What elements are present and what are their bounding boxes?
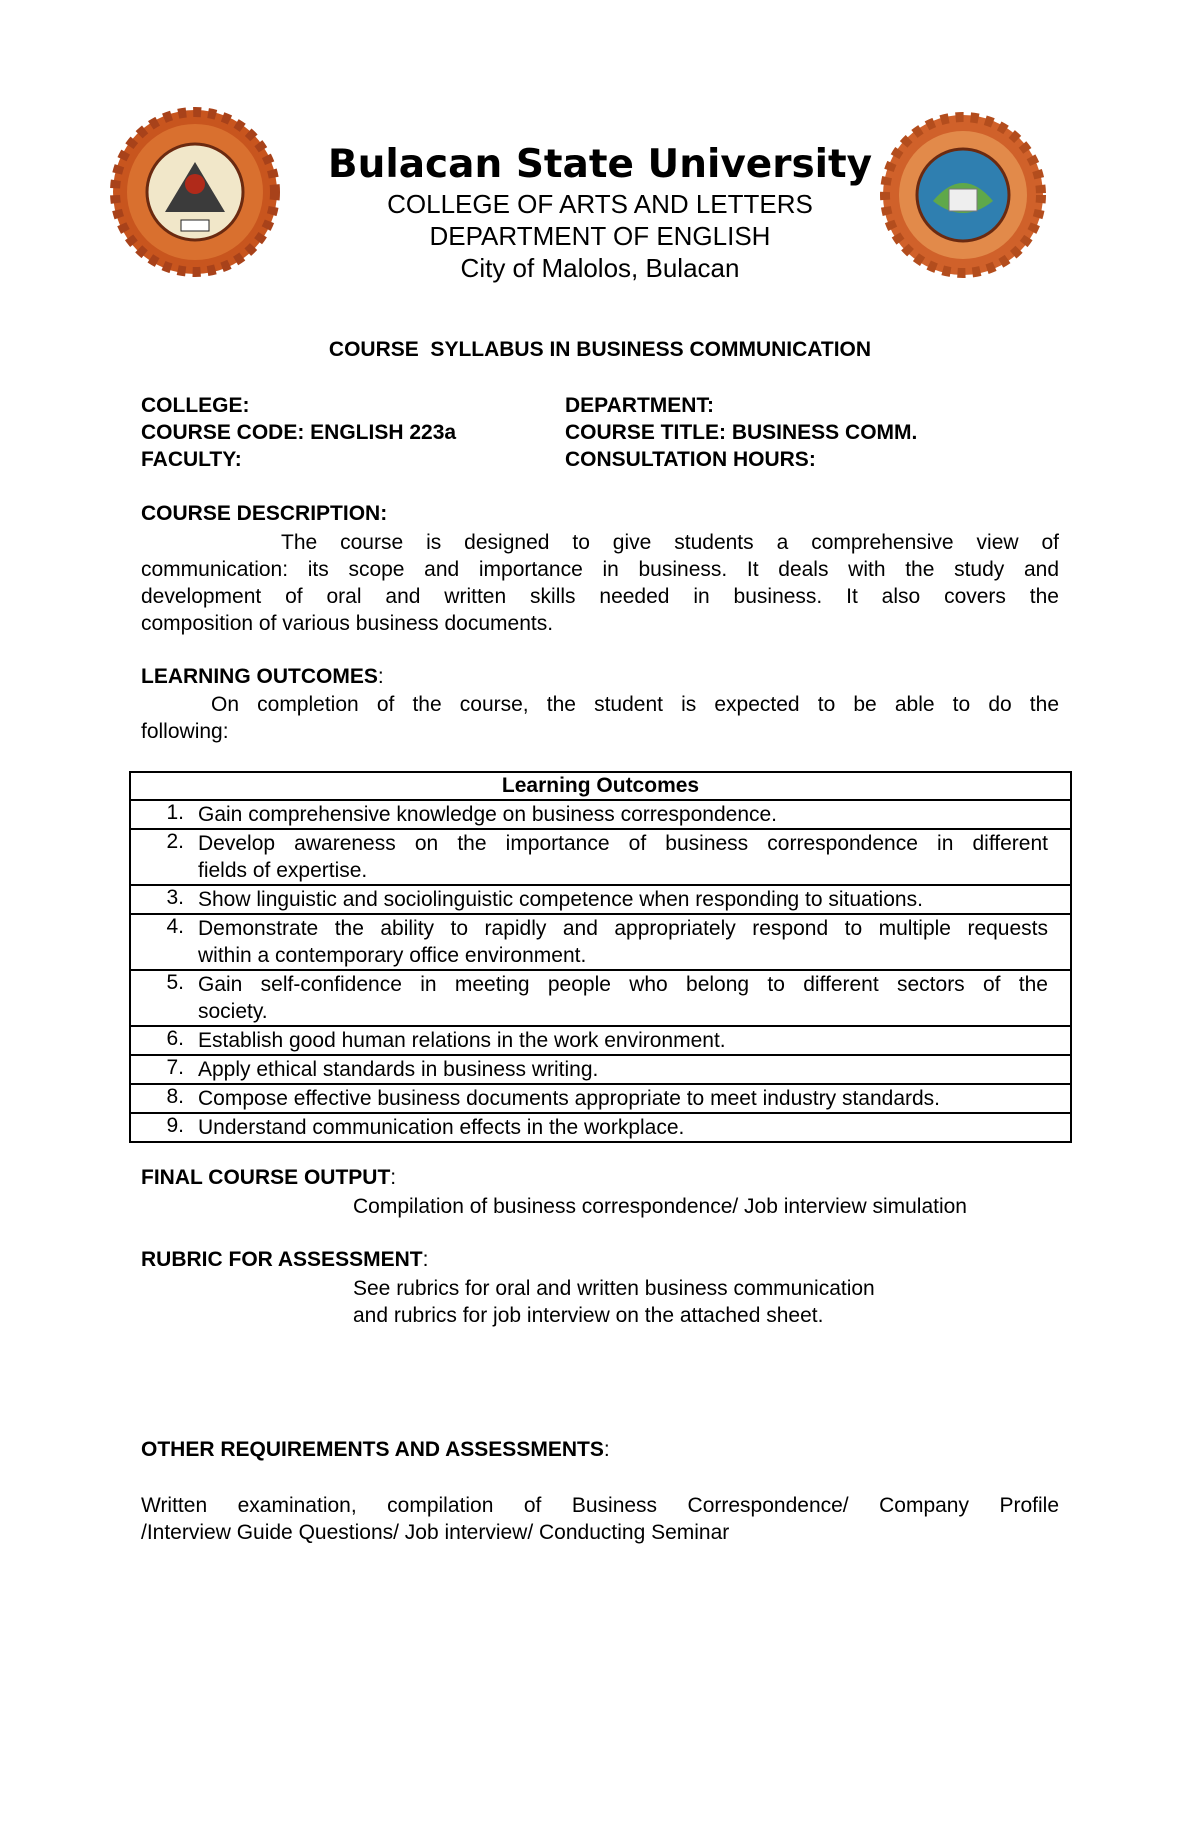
course-description-text xyxy=(141,529,1059,637)
rubric-line: See rubrics for oral and written business communication xyxy=(353,1277,875,1300)
department-name: DEPARTMENT OF ENGLISH xyxy=(429,221,771,251)
table-row xyxy=(130,1055,1071,1084)
university-name: Bulacan State University xyxy=(327,142,873,187)
faculty-label: FACULTY: xyxy=(141,448,242,471)
course-description-heading: COURSE DESCRIPTION: xyxy=(141,502,388,525)
outcome-number: 3. xyxy=(166,886,184,909)
description-line: communication: its scope and importance in business. It deals with the study and xyxy=(141,558,1059,581)
rubric-heading-text: RUBRIC FOR ASSESSMENT xyxy=(141,1248,423,1271)
outcome-text: Gain self-confidence in meeting people who belong to different sectors of the xyxy=(198,973,1048,996)
other-requirements-text xyxy=(141,1492,1059,1546)
description-line: The course is designed to give students a comprehensive view of xyxy=(281,531,1059,554)
outcome-text: within a contemporary office environment. xyxy=(198,944,587,967)
table-row xyxy=(130,1026,1071,1055)
outcome-text: Gain comprehensive knowledge on business correspondence. xyxy=(198,803,778,826)
outcome-number: 9. xyxy=(166,1114,184,1137)
consultation-hours-label: CONSULTATION HOURS: xyxy=(565,448,816,471)
outcome-number: 7. xyxy=(166,1056,184,1079)
course-code-label: COURSE CODE: ENGLISH 223a xyxy=(141,421,457,444)
outcome-text: Apply ethical standards in business writing. xyxy=(198,1058,599,1081)
learning-outcomes-heading xyxy=(141,665,384,689)
course-info xyxy=(141,394,971,475)
table-row xyxy=(130,1113,1071,1142)
table-row xyxy=(130,914,1071,970)
outcome-text: Show linguistic and sociolinguistic competence when responding to situations. xyxy=(198,888,923,911)
heading-colon: : xyxy=(422,1248,429,1271)
other-requirements-line: Written examination, compilation of Business Correspondence/ Company Profile xyxy=(141,1494,1059,1517)
other-requirements-heading xyxy=(141,1438,610,1462)
outcome-number: 8. xyxy=(166,1085,184,1108)
table-row xyxy=(130,800,1071,829)
learning-outcomes-table xyxy=(129,771,1072,1143)
rubric-line: and rubrics for job interview on the attached sheet. xyxy=(353,1304,824,1327)
final-course-output-heading xyxy=(141,1166,396,1190)
college-label: COLLEGE: xyxy=(141,394,250,417)
outcome-text: Establish good human relations in the work environment. xyxy=(198,1029,726,1052)
table-row xyxy=(130,970,1071,1026)
final-output-heading-text: FINAL COURSE OUTPUT xyxy=(141,1166,391,1189)
outcome-number: 1. xyxy=(166,801,184,824)
table-row xyxy=(130,1084,1071,1113)
other-requirements-heading-text: OTHER REQUIREMENTS AND ASSESSMENTS xyxy=(141,1438,604,1461)
heading-colon: : xyxy=(377,665,384,688)
outcome-number: 5. xyxy=(166,971,184,994)
outcome-text: Develop awareness on the importance of business correspondence in different xyxy=(198,832,1048,855)
outcome-text: society. xyxy=(198,1000,268,1023)
description-line: development of oral and written skills needed in business. It also covers the xyxy=(141,585,1059,608)
other-requirements-line: /Interview Guide Questions/ Job interview/ Conducting Seminar xyxy=(141,1521,730,1544)
city-name: City of Malolos, Bulacan xyxy=(460,253,740,283)
learning-intro-text xyxy=(141,691,1059,745)
table-header: Learning Outcomes xyxy=(130,772,1071,800)
outcome-number: 4. xyxy=(166,915,184,938)
department-label: DEPARTMENT: xyxy=(565,394,714,417)
heading-colon: : xyxy=(390,1166,397,1189)
rubric-heading xyxy=(141,1248,428,1272)
outcome-text: Understand communication effects in the workplace. xyxy=(198,1116,685,1139)
outcome-text: Compose effective business documents appropriate to meet industry standards. xyxy=(198,1087,941,1110)
outcome-text: Demonstrate the ability to rapidly and appropriately respond to multiple requests xyxy=(198,917,1048,940)
table-row xyxy=(130,829,1071,885)
outcome-number: 2. xyxy=(166,830,184,853)
college-name: COLLEGE OF ARTS AND LETTERS xyxy=(387,189,813,219)
course-title-label: COURSE TITLE: BUSINESS COMM. xyxy=(565,421,918,444)
description-line: composition of various business documents. xyxy=(141,612,554,635)
heading-colon: : xyxy=(603,1438,610,1461)
outcome-text: fields of expertise. xyxy=(198,859,368,882)
learning-intro-line: On completion of the course, the student is expected to be able to do the xyxy=(211,693,1059,716)
table-row xyxy=(130,885,1071,914)
final-output-text: Compilation of business correspondence/ Job interview simulation xyxy=(353,1195,967,1218)
outcome-number: 6. xyxy=(166,1027,184,1050)
learning-outcomes-heading-text: LEARNING OUTCOMES xyxy=(141,665,378,688)
syllabus-title: COURSE SYLLABUS IN BUSINESS COMMUNICATION xyxy=(328,338,872,361)
learning-intro-line: following: xyxy=(141,720,229,743)
